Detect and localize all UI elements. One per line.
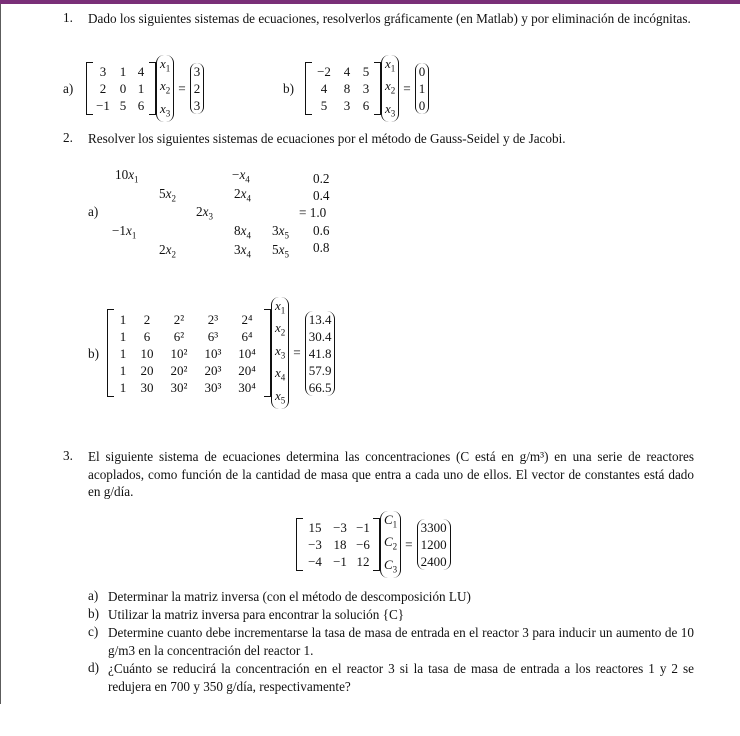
q1b-rhs-vector (415, 63, 430, 114)
matrix-cell: 2 (99, 81, 107, 96)
equation-term: 0.4 (313, 188, 330, 203)
q3-item-b-text: Utilizar la matriz inversa para encontrar la solución {C} (108, 607, 405, 622)
left-margin-rule (0, 4, 1, 704)
matrix-cell: 20² (170, 362, 188, 378)
rhs-value: 0 (418, 98, 426, 113)
matrix-cell: 1 (119, 328, 127, 344)
matrix-cell: 6² (173, 328, 185, 344)
equation-term: $-1x_1$ (112, 223, 137, 241)
matrix-cell: 10² (170, 345, 188, 361)
variable: $x_2$ (275, 320, 286, 338)
matrix-cell: 2³ (207, 311, 219, 327)
variable: $x_1$ (385, 55, 396, 74)
equals-sign: = (403, 80, 411, 96)
q3-item-d-text: ¿Cuánto se reducirá la concentración en el reactor 3 si la tasa de masa de entrada a los reactores 1 y 2 se redujera en 700 y 350 g/día, respectivamente? (108, 661, 694, 694)
matrix-cell: 2⁴ (241, 311, 253, 327)
matrix-cell: 2 (143, 311, 151, 327)
q3-matrix (303, 519, 373, 570)
equation-term: $-x_4$ (232, 167, 250, 185)
q2b-rhs-vector (305, 311, 336, 396)
matrix-cell: 5 (362, 64, 370, 79)
matrix-cell: −1 (333, 554, 347, 569)
variable: $x_1$ (275, 297, 286, 316)
rhs-value: 57.9 (308, 362, 332, 378)
equation-term: $3x_5$ (272, 223, 289, 241)
matrix-cell: −1 (356, 520, 370, 535)
matrix-cell: 3 (362, 81, 370, 96)
q1a-system (86, 55, 204, 119)
rhs-value: 1200 (420, 537, 447, 552)
matrix-cell: 20⁴ (238, 362, 256, 378)
q1b-label: b) (283, 81, 294, 96)
equation-term: 0.8 (313, 240, 330, 255)
matrix-cell: 10 (140, 345, 154, 361)
rhs-value: 2 (193, 81, 201, 96)
matrix-cell: 4 (137, 64, 145, 79)
equation-term: 0.2 (313, 171, 330, 186)
matrix-cell: 6³ (207, 328, 219, 344)
q1-number: 1. (63, 10, 73, 25)
matrix-cell: 1 (119, 345, 127, 361)
rhs-value: 41.8 (308, 345, 332, 361)
q2-text: Resolver los siguientes sistemas de ecuaciones por el método de Gauss-Seidel y de Jacobi. (88, 131, 566, 146)
matrix-cell: 6 (362, 98, 370, 113)
matrix-cell: 3 (99, 64, 107, 79)
q3-rhs-vector (417, 519, 451, 570)
matrix-cell: 1 (119, 311, 127, 327)
variable: $x_3$ (275, 342, 286, 361)
equation-term: $3x_4$ (234, 242, 251, 260)
q1b-system (305, 55, 429, 119)
equals-sign: = (178, 80, 186, 96)
rhs-value: 3 (193, 64, 201, 79)
equation-term: $5x_2$ (159, 186, 176, 204)
equation-term: $2x_3$ (196, 204, 213, 222)
rhs-value: 13.4 (308, 311, 332, 327)
matrix-cell: 5 (119, 98, 127, 113)
matrix-cell: 1 (137, 81, 145, 96)
equals-sign: = (293, 345, 301, 360)
rhs-value: 1 (418, 81, 426, 96)
q1-text: Dado los siguientes sistemas de ecuaciones, resolverlos gráficamente (en Matlab) y por eliminación de incógnitas. (88, 11, 691, 26)
matrix-cell: 1 (119, 379, 127, 395)
variable: $x_4$ (275, 365, 286, 383)
q3-item-a-text: Determinar la matriz inversa (con el método de descomposición LU) (108, 589, 471, 604)
matrix-cell: 15 (308, 520, 322, 535)
matrix-cell: 1 (119, 362, 127, 378)
equation-term: $2x_4$ (234, 186, 251, 204)
q1b-matrix (312, 63, 374, 114)
matrix-cell: −3 (333, 520, 347, 535)
matrix-cell: 6 (143, 328, 151, 344)
matrix-cell: 5 (320, 98, 328, 113)
rhs-value: 3 (193, 98, 201, 113)
matrix-cell: 3 (343, 98, 351, 113)
equation-term: = 1.0 (299, 205, 327, 220)
top-border (0, 0, 740, 4)
matrix-cell: −4 (308, 554, 322, 569)
equation-term: $8x_4$ (234, 223, 251, 241)
q2-number: 2. (63, 130, 73, 145)
equals-sign: = (405, 536, 413, 552)
equation-term: $5x_5$ (272, 242, 289, 260)
q3-concentration-vector (380, 511, 401, 579)
matrix-cell: 6⁴ (241, 328, 253, 344)
variable: $C_3$ (384, 556, 398, 575)
q2b-matrix (114, 311, 264, 396)
q3-item-a-label: a) (88, 588, 99, 603)
matrix-cell: −3 (308, 537, 322, 552)
q3-item-c-text: Determine cuanto debe incrementarse la tasa de masa de entrada en el reactor 3 para inducir un aumento de 10 g/m3 en la concentración del reactor 1. (108, 625, 694, 658)
variable: $x_3$ (160, 100, 171, 119)
variable: $x_5$ (275, 387, 286, 406)
matrix-cell: 30² (170, 379, 188, 395)
q2b-label: b) (88, 346, 99, 361)
matrix-cell: 4 (343, 64, 351, 79)
q3-item-b-label: b) (88, 606, 99, 621)
matrix-cell: 30 (140, 379, 154, 395)
variable: $x_3$ (385, 100, 396, 119)
matrix-cell: 2² (173, 311, 185, 327)
q1a-label: a) (63, 81, 74, 96)
rhs-value: 3300 (420, 520, 447, 535)
matrix-cell: −6 (356, 537, 370, 552)
rhs-value: 66.5 (308, 379, 332, 395)
q3-text: El siguiente sistema de ecuaciones determina las concentraciones (C está en g/m³) en una serie de reactores acoplados, como función de la cantidad de masa que entra a cada uno de ellos. El vector de constantes está dado en g/día. (88, 449, 694, 499)
variable: $C_1$ (384, 511, 398, 530)
equation-term: $10x_1$ (115, 167, 139, 185)
q3-system (296, 511, 451, 575)
equation-term: 0.6 (313, 223, 330, 238)
equation-term: $2x_2$ (159, 242, 176, 260)
matrix-cell: 20³ (204, 362, 222, 378)
q3-number: 3. (63, 448, 73, 463)
matrix-cell: 4 (320, 81, 328, 96)
matrix-cell: 12 (356, 554, 370, 569)
matrix-cell: 20 (140, 362, 154, 378)
matrix-cell: −2 (317, 64, 331, 79)
variable: $x_1$ (160, 55, 171, 74)
rhs-value: 30.4 (308, 328, 332, 344)
rhs-value: 0 (418, 64, 426, 79)
q3-item-d-label: d) (88, 660, 99, 675)
q1b-variable-vector (381, 55, 399, 123)
rhs-value: 2400 (420, 554, 447, 569)
q1a-variable-vector (156, 55, 174, 123)
variable: $x_2$ (385, 78, 396, 96)
q2b-variable-vector (271, 297, 289, 410)
matrix-cell: 30³ (204, 379, 222, 395)
q2b-system (107, 297, 335, 406)
variable: $C_2$ (384, 534, 398, 552)
matrix-cell: 6 (137, 98, 145, 113)
q1a-matrix (93, 63, 149, 114)
q1a-rhs-vector (190, 63, 205, 114)
matrix-cell: 8 (343, 81, 351, 96)
q3-item-c-label: c) (88, 624, 99, 639)
variable: $x_2$ (160, 78, 171, 96)
matrix-cell: 10⁴ (238, 345, 256, 361)
matrix-cell: 0 (119, 81, 127, 96)
matrix-cell: 18 (333, 537, 347, 552)
matrix-cell: 10³ (204, 345, 222, 361)
matrix-cell: 1 (119, 64, 127, 79)
matrix-cell: −1 (96, 98, 110, 113)
matrix-cell: 30⁴ (238, 379, 256, 395)
q2a-label: a) (88, 204, 99, 219)
